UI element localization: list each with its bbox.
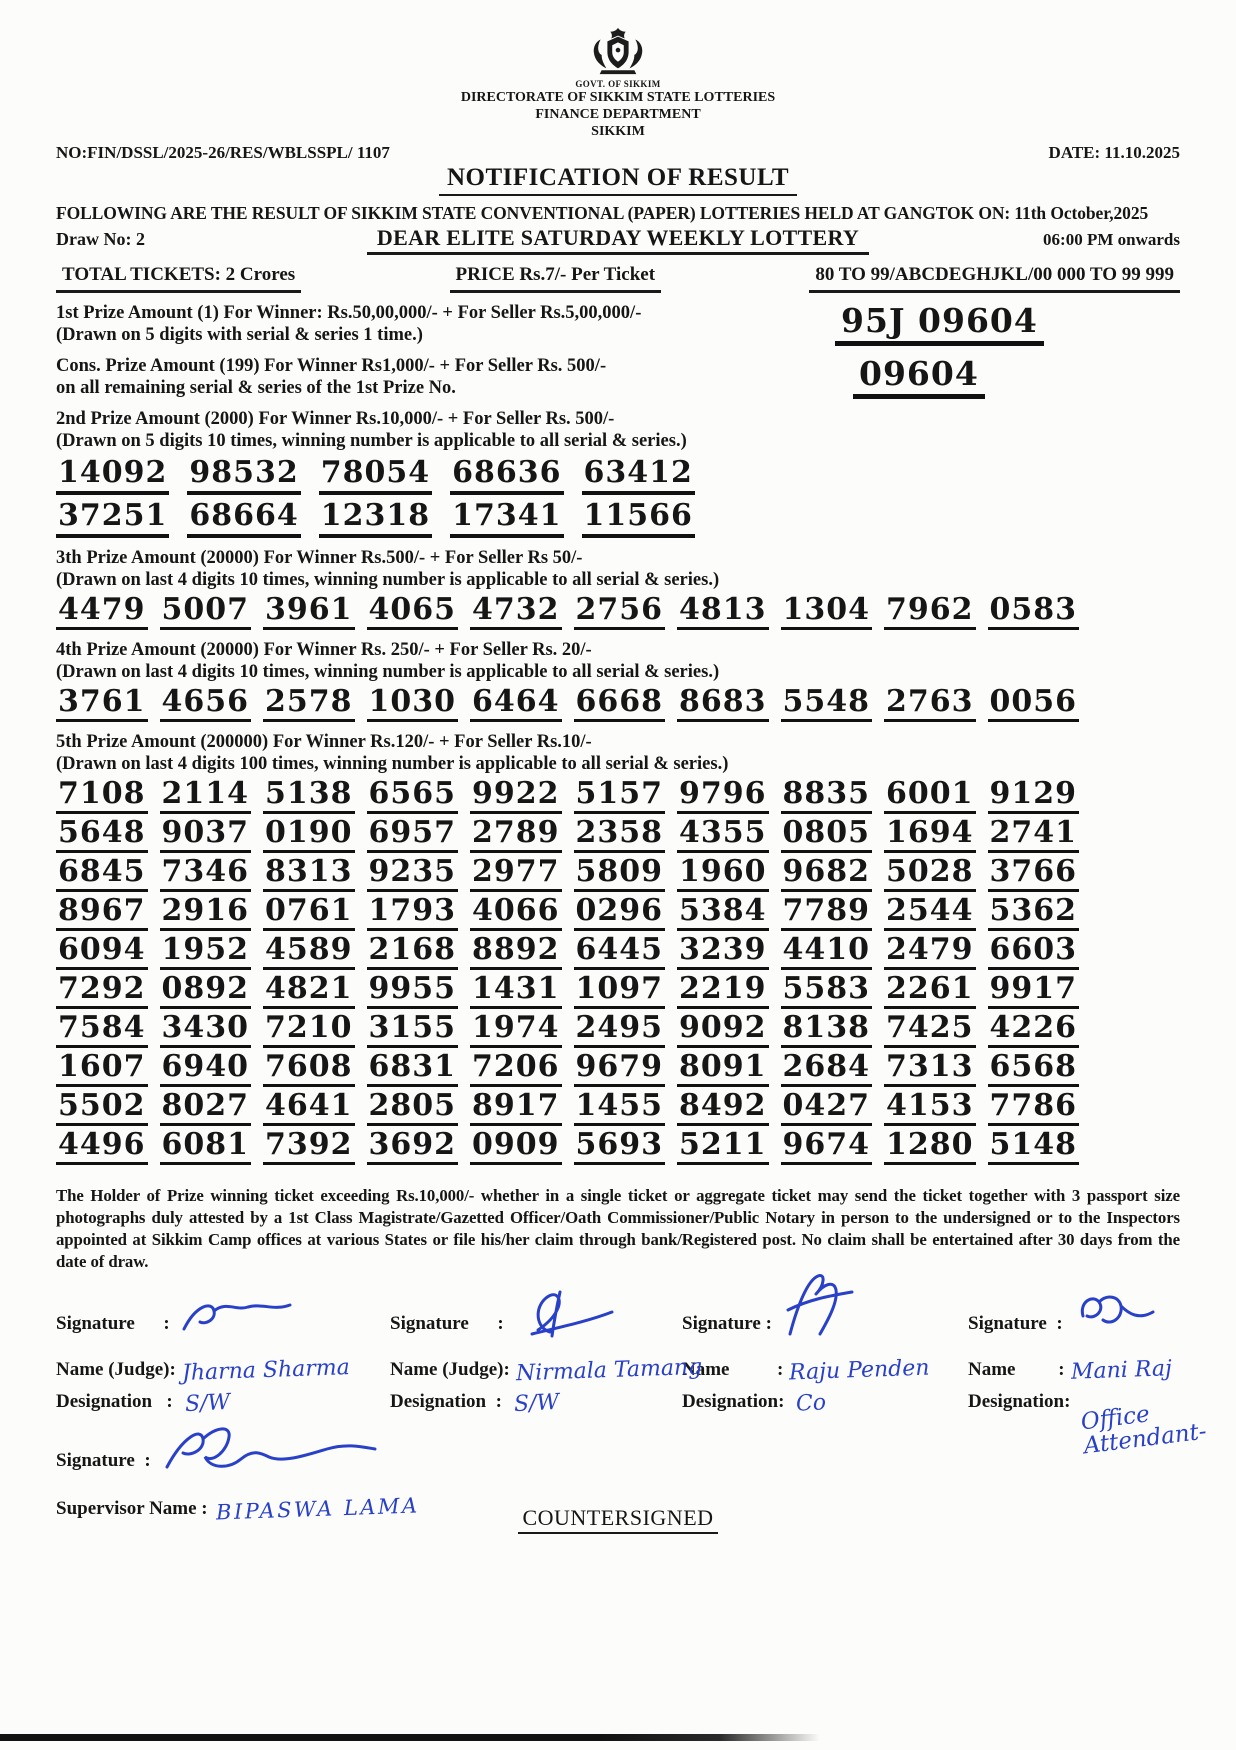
signature-row	[390, 1299, 682, 1349]
reference-number: NO:FIN/DSSL/2025-26/RES/WBLSSPL/ 1107	[56, 143, 390, 162]
winning-number: 6603	[988, 935, 1080, 970]
winning-number: 2358	[574, 818, 666, 853]
third-prize-text	[56, 547, 1180, 591]
winning-number: 0056	[988, 687, 1080, 722]
second-prize-numbers-row-1	[56, 455, 1180, 495]
fifth-prize-numbers-row-8	[56, 1049, 1180, 1087]
winning-number: 3155	[367, 1013, 459, 1048]
winning-number: 0909	[470, 1130, 562, 1165]
winning-number: 9922	[470, 779, 562, 814]
fifth-prize-section	[56, 731, 1180, 1165]
winning-number: 2756	[574, 595, 666, 630]
second-prize-numbers-row-2	[56, 498, 1180, 538]
designation-label: Designation :	[390, 1391, 502, 1412]
winning-number: 2544	[884, 896, 976, 931]
winning-number: 5148	[988, 1130, 1080, 1165]
winning-number: 3766	[988, 857, 1080, 892]
winning-number: 6957	[367, 818, 459, 853]
winning-number: 8492	[677, 1091, 769, 1126]
name-row	[390, 1349, 703, 1391]
fifth-prize-note: (Drawn on last 4 digits 100 times, winning number is applicable to all serial & series.)	[56, 754, 729, 774]
winning-number: 2261	[884, 974, 976, 1009]
winning-number: 7313	[884, 1052, 976, 1087]
winning-number: 5809	[574, 857, 666, 892]
winning-number: 6565	[367, 779, 459, 814]
signature-scribble	[778, 1270, 868, 1344]
fifth-prize-numbers-row-3	[56, 854, 1180, 892]
winning-number: 7206	[470, 1052, 562, 1087]
designation-label: Designation :	[56, 1391, 173, 1412]
winning-number: 4065	[367, 595, 459, 630]
draw-time: 06:00 PM onwards	[1043, 230, 1180, 249]
winning-number: 6845	[56, 857, 148, 892]
signature-scribble	[157, 1419, 387, 1483]
winning-number: 68636	[450, 458, 563, 495]
fifth-prize-numbers-row-6	[56, 971, 1180, 1009]
winning-number: 7108	[56, 779, 148, 814]
draw-row	[56, 225, 1180, 255]
winning-number: 5138	[263, 779, 355, 814]
third-prize-section	[56, 547, 1180, 630]
winning-number: 2805	[367, 1091, 459, 1126]
designation-label: Designation:	[682, 1391, 785, 1412]
consolation-prize-section	[56, 355, 1180, 399]
fourth-prize-numbers-row	[56, 684, 1180, 722]
fifth-prize-numbers-row-1	[56, 776, 1180, 814]
winning-number: 1097	[574, 974, 666, 1009]
winning-number: 8917	[470, 1091, 562, 1126]
winning-number: 3239	[677, 935, 769, 970]
designation-handwritten: S/W	[184, 1389, 231, 1418]
winning-number: 78054	[319, 458, 432, 495]
fourth-prize-heading: 4th Prize Amount (20000) For Winner Rs. 250/- + For Seller Rs. 20/-	[56, 640, 592, 660]
name-row	[56, 1349, 390, 1391]
name-row	[682, 1349, 968, 1391]
winning-number: 6081	[160, 1130, 252, 1165]
org-state: SIKKIM	[591, 124, 645, 139]
winning-number: 5548	[781, 687, 873, 722]
winning-number: 9917	[988, 974, 1080, 1009]
winning-number: 7789	[781, 896, 873, 931]
winning-number: 1694	[884, 818, 976, 853]
winning-number: 0892	[160, 974, 252, 1009]
consolation-prize-number: 09604	[853, 357, 985, 399]
document-date: DATE: 11.10.2025	[1048, 143, 1180, 162]
first-prize-heading: 1st Prize Amount (1) For Winner: Rs.50,00,000/- + For Seller Rs.5,00,000/-	[56, 303, 642, 323]
title-row	[56, 164, 1180, 196]
winning-number: 9092	[677, 1013, 769, 1048]
winning-number: 1607	[56, 1052, 148, 1087]
winning-number: 2168	[367, 935, 459, 970]
state-emblem-icon	[588, 26, 648, 78]
winning-number: 5211	[677, 1130, 769, 1165]
winning-number: 7786	[988, 1091, 1080, 1126]
winning-number: 1280	[884, 1130, 976, 1165]
winning-number: 9674	[781, 1130, 873, 1165]
scan-edge-artifact	[0, 1734, 820, 1741]
winning-number: 7425	[884, 1013, 976, 1048]
winning-number: 11566	[582, 501, 695, 538]
judge-name-handwritten: Jharna Sharma	[181, 1354, 350, 1386]
signature-label: Signature :	[56, 1450, 151, 1471]
winning-number: 2916	[160, 896, 252, 931]
designation-handwritten: S/W	[513, 1389, 560, 1418]
winning-number: 5583	[781, 974, 873, 1009]
name-label: Name (Judge):	[56, 1359, 176, 1380]
signature-label: Signature :	[968, 1313, 1063, 1334]
winning-number: 1960	[677, 857, 769, 892]
signature-label: Signature :	[56, 1313, 170, 1334]
fourth-prize-note: (Drawn on last 4 digits 10 times, winning number is applicable to all serial & series.)	[56, 662, 720, 682]
winning-number: 6445	[574, 935, 666, 970]
winning-number: 3761	[56, 687, 148, 722]
winning-number: 8091	[677, 1052, 769, 1087]
name-label: Name (Judge):	[390, 1359, 510, 1380]
winning-number: 4066	[470, 896, 562, 931]
winning-number: 5362	[988, 896, 1080, 931]
winning-number: 4153	[884, 1091, 976, 1126]
winning-number: 2741	[988, 818, 1080, 853]
second-prize-text	[56, 408, 1180, 452]
first-prize-number: 95J 09604	[835, 304, 1044, 346]
page-title: NOTIFICATION OF RESULT	[439, 164, 797, 196]
winning-number: 5007	[160, 595, 252, 630]
fourth-prize-section	[56, 639, 1180, 722]
winning-number: 6464	[470, 687, 562, 722]
supervisor-name-handwritten: BIPASWA LAMA	[215, 1493, 420, 1525]
designation-label: Designation:	[968, 1391, 1071, 1412]
winning-number: 9129	[988, 779, 1080, 814]
emblem-caption: GOVT. OF SIKKIM	[575, 79, 661, 89]
winning-number: 2495	[574, 1013, 666, 1048]
name-label: Name :	[682, 1359, 784, 1380]
winning-number: 1974	[470, 1013, 562, 1048]
winning-number: 8835	[781, 779, 873, 814]
signature-scribble	[516, 1288, 626, 1342]
winning-number: 3961	[263, 595, 355, 630]
winning-number: 6568	[988, 1052, 1080, 1087]
winning-number: 1304	[781, 595, 873, 630]
winning-number: 0427	[781, 1091, 873, 1126]
winning-number: 4355	[677, 818, 769, 853]
winning-number: 9037	[160, 818, 252, 853]
winning-number: 8027	[160, 1091, 252, 1126]
designation-handwritten: Co	[795, 1390, 828, 1417]
winning-number: 9682	[781, 857, 873, 892]
result-intro: FOLLOWING ARE THE RESULT OF SIKKIM STATE CONVENTIONAL (PAPER) LOTTERIES HELD AT GANGTOK ON: 11th October,2025	[56, 203, 1149, 223]
winning-number: 37251	[56, 501, 169, 538]
winning-number: 2789	[470, 818, 562, 853]
designation-row	[968, 1391, 1209, 1460]
winning-number: 7346	[160, 857, 252, 892]
winning-number: 4821	[263, 974, 355, 1009]
lottery-name: DEAR ELITE SATURDAY WEEKLY LOTTERY	[367, 225, 869, 255]
winning-number: 4410	[781, 935, 873, 970]
winning-number: 98532	[187, 458, 300, 495]
fifth-prize-numbers-row-10	[56, 1127, 1180, 1165]
designation-handwritten: Office Attendant-	[1079, 1401, 1209, 1460]
winning-number: 14092	[56, 458, 169, 495]
state-emblem	[56, 26, 1180, 89]
draw-number: Draw No: 2	[56, 229, 145, 249]
winning-number: 5028	[884, 857, 976, 892]
signature-row	[56, 1437, 596, 1485]
third-prize-numbers-row	[56, 592, 1180, 630]
first-prize-number-block	[835, 302, 1180, 346]
consolation-prize-note: on all remaining serial & series of the 1st Prize No.	[56, 378, 456, 398]
name-label: Name :	[968, 1359, 1065, 1380]
winning-number: 9796	[677, 779, 769, 814]
fifth-prize-heading: 5th Prize Amount (200000) For Winner Rs.120/- + For Seller Rs.10/-	[56, 732, 592, 752]
winning-number: 4496	[56, 1130, 148, 1165]
winning-number: 17341	[450, 501, 563, 538]
first-prize-text	[56, 302, 641, 346]
org-name: DIRECTORATE OF SIKKIM STATE LOTTERIES	[460, 90, 776, 105]
winning-number: 4813	[677, 595, 769, 630]
third-prize-heading: 3th Prize Amount (20000) For Winner Rs.500/- + For Seller Rs 50/-	[56, 548, 583, 568]
winning-number: 6940	[160, 1052, 252, 1087]
signature-column-3	[682, 1299, 968, 1433]
winning-number: 6001	[884, 779, 976, 814]
winning-number: 6668	[574, 687, 666, 722]
signature-column-1	[56, 1299, 390, 1433]
consolation-prize-text	[56, 355, 606, 399]
fifth-prize-numbers-row-9	[56, 1088, 1180, 1126]
ticket-price: PRICE Rs.7/- Per Ticket	[450, 264, 662, 293]
judge-name-handwritten: Nirmala Tamang	[515, 1354, 703, 1386]
claim-instructions: The Holder of Prize winning ticket exceeding Rs.10,000/- whether in a single ticket or aggregate ticket may send the ticket together with 3 passport size photographs duly attested by a 1st Class Magistrate/Gazetted Officer/Oath Commissioner/Public Notary in person to the undersigned or to the Inspectors appointed at Sikkim Camp offices at various States or file his/her claim through bank/Registered post. No claim shall be entertained after 30 days from the date of draw.	[56, 1186, 1180, 1271]
first-prize-section	[56, 302, 1180, 346]
winning-number: 9679	[574, 1052, 666, 1087]
fifth-prize-numbers-row-4	[56, 893, 1180, 931]
winning-number: 5384	[677, 896, 769, 931]
winning-number: 5693	[574, 1130, 666, 1165]
winning-number: 2684	[781, 1052, 873, 1087]
fifth-prize-numbers-row-7	[56, 1010, 1180, 1048]
signature-column-2	[390, 1299, 703, 1433]
signature-row	[56, 1299, 390, 1349]
winning-number: 7292	[56, 974, 148, 1009]
officer-name-handwritten: Mani Raj	[1070, 1355, 1172, 1385]
winning-number: 7210	[263, 1013, 355, 1048]
winning-number: 2114	[160, 779, 252, 814]
countersigned-label: COUNTERSIGNED	[518, 1505, 717, 1534]
winning-number: 2977	[470, 857, 562, 892]
signature-row	[968, 1299, 1206, 1349]
signature-section	[56, 1299, 1209, 1460]
signature-scribble	[178, 1295, 328, 1339]
winning-number: 0583	[988, 595, 1080, 630]
signature-scribble	[1069, 1286, 1165, 1342]
ticket-number-range: 80 TO 99/ABCDEGHJKL/00 000 TO 99 999	[809, 264, 1180, 293]
winning-number: 1030	[367, 687, 459, 722]
consolation-number-block	[835, 355, 1180, 399]
signature-label: Signature :	[682, 1313, 772, 1334]
reference-row	[56, 143, 1180, 163]
winning-number: 4479	[56, 595, 148, 630]
winning-number: 6094	[56, 935, 148, 970]
ticket-info-row	[56, 264, 1180, 293]
winning-number: 8138	[781, 1013, 873, 1048]
winning-number: 3430	[160, 1013, 252, 1048]
winning-number: 1455	[574, 1091, 666, 1126]
second-prize-note: (Drawn on 5 digits 10 times, winning number is applicable to all serial & series.)	[56, 431, 687, 451]
winning-number: 2763	[884, 687, 976, 722]
winning-number: 7392	[263, 1130, 355, 1165]
winning-number: 0761	[263, 896, 355, 931]
fourth-prize-text	[56, 639, 1180, 683]
officer-name-handwritten: Raju Penden	[788, 1355, 931, 1385]
winning-number: 5648	[56, 818, 148, 853]
winning-number: 0296	[574, 896, 666, 931]
second-prize-section	[56, 408, 1180, 538]
designation-row	[682, 1391, 968, 1433]
winning-number: 4732	[470, 595, 562, 630]
winning-number: 2479	[884, 935, 976, 970]
winning-number: 9235	[367, 857, 459, 892]
winning-number: 1793	[367, 896, 459, 931]
signature-column-4	[968, 1299, 1209, 1460]
designation-row	[390, 1391, 682, 1433]
winning-number: 4226	[988, 1013, 1080, 1048]
winning-number: 7584	[56, 1013, 148, 1048]
winning-number: 68664	[187, 501, 300, 538]
winning-number: 8313	[263, 857, 355, 892]
third-prize-note: (Drawn on last 4 digits 10 times, winning number is applicable to all serial & series.)	[56, 570, 720, 590]
winning-number: 9955	[367, 974, 459, 1009]
org-block	[56, 89, 1180, 140]
winning-number: 4656	[160, 687, 252, 722]
winning-number: 7962	[884, 595, 976, 630]
winning-number: 6831	[367, 1052, 459, 1087]
winning-number: 8967	[56, 896, 148, 931]
winning-number: 0190	[263, 818, 355, 853]
org-department: FINANCE DEPARTMENT	[535, 107, 701, 122]
winning-number: 4589	[263, 935, 355, 970]
winning-number: 1431	[470, 974, 562, 1009]
winning-number: 8892	[470, 935, 562, 970]
winning-number: 1952	[160, 935, 252, 970]
supervisor-name-label: Supervisor Name :	[56, 1498, 208, 1519]
name-row	[968, 1349, 1206, 1391]
second-prize-heading: 2nd Prize Amount (2000) For Winner Rs.10,000/- + For Seller Rs. 500/-	[56, 409, 615, 429]
first-prize-note: (Drawn on 5 digits with serial & series 1 time.)	[56, 325, 423, 345]
fifth-prize-numbers-row-5	[56, 932, 1180, 970]
signature-label: Signature :	[390, 1313, 504, 1334]
fifth-prize-text	[56, 731, 1180, 775]
signature-row	[682, 1299, 968, 1349]
winning-number: 0805	[781, 818, 873, 853]
winning-number: 63412	[582, 458, 695, 495]
total-tickets: TOTAL TICKETS: 2 Crores	[56, 264, 301, 293]
winning-number: 8683	[677, 687, 769, 722]
consolation-prize-heading: Cons. Prize Amount (199) For Winner Rs1,000/- + For Seller Rs. 500/-	[56, 356, 607, 376]
winning-number: 5502	[56, 1091, 148, 1126]
winning-number: 2578	[263, 687, 355, 722]
winning-number: 12318	[319, 501, 432, 538]
winning-number: 4641	[263, 1091, 355, 1126]
winning-number: 5157	[574, 779, 666, 814]
winning-number: 7608	[263, 1052, 355, 1087]
winning-number: 3692	[367, 1130, 459, 1165]
fifth-prize-numbers-row-2	[56, 815, 1180, 853]
winning-number: 2219	[677, 974, 769, 1009]
